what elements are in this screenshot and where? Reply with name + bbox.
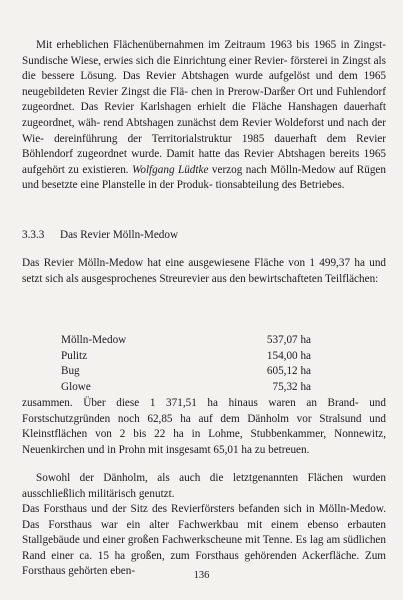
text-line: verzog nach <box>208 163 267 176</box>
text-line: försterei in Zingst als die bessere Lösung. Das Revier Abtshagen <box>22 54 386 83</box>
text-line: Nonnewitz, Neuenkirchen und in Prohn mit insgesamt 65,01 ha zu <box>22 428 386 456</box>
text-line: Zingst-Sundische Wiese, erwies sich die Einrichtung einer Revier- <box>22 39 387 67</box>
paragraph-additional-areas <box>22 396 386 458</box>
text-line: Sowohl der Dänholm, als auch die letztgenannten Flächen wurden <box>36 472 386 484</box>
person-name: Wolfgang Lüdtke <box>132 163 209 176</box>
table-row <box>61 333 311 349</box>
area-table <box>61 333 311 395</box>
text-line: chen in Prerow-Darßer Ort und Fuhlendorf zugeordnet. Das Revier <box>22 85 386 114</box>
table-row <box>61 349 311 365</box>
text-line: ebenso erbauten Stallgebäude und einer großen Fachwerkscheune <box>22 518 386 547</box>
text-line: Karlshagen erhielt die Fläche Hanshagen dauerhaft zugeordnet, wäh- <box>22 101 387 129</box>
text-line: und Kleinstflächen von 2 bis 22 ha in Lohme, Stubbenkammer, <box>22 412 386 441</box>
text-line: Böhlendorf zugeordnet wurde. Damit hatte das Revier Abtshagen <box>22 148 326 161</box>
paragraph-revier-area <box>22 256 386 287</box>
text-line: Mit erheblichen Flächenübernahmen im Zeitraum 1963 bis 1965 in <box>36 39 350 51</box>
text-line: wurde aufgelöst und dem 1965 neugebildeten Revier Zingst die Flä- <box>22 70 387 98</box>
text-line: Forstschutzgründen noch 62,85 ha auf dem Dänholm vor Stralsund <box>22 412 362 425</box>
section-number: 3.3.3 <box>22 229 45 241</box>
text-line: tionsabteilung des Betriebes. <box>215 179 345 192</box>
area-value: 537,07 ha <box>266 334 311 346</box>
text-line: Mölln-Medow auf Rügen und besetzte eine Planstelle in der Produk- <box>22 163 386 192</box>
text-line: bereits 1965 aufgehört zu existieren. <box>22 148 387 176</box>
area-value: 75,32 ha <box>272 380 311 393</box>
text-line: rend Abtshagen zunächst dem Revier Woldeforst und nach der Wie- <box>22 116 387 145</box>
paragraph-forsthaus <box>22 502 386 580</box>
area-name: Bug <box>61 365 80 378</box>
text-line: Mölln-Medow. Das Forsthaus war ein alter Fachwerkbau mit einem <box>22 503 387 531</box>
text-line: dereinführung der Territorialstruktur 1985 dauerhaft dem Revier <box>54 132 387 145</box>
text-line: bewirtschafteten Teilflächen: <box>248 272 379 285</box>
text-line: ausschließlich militärisch genutzt. <box>22 487 175 500</box>
text-line: betreuen. <box>268 443 310 456</box>
area-value: 154,00 ha <box>266 349 311 362</box>
text-line: Forsthaus gehörenden Ackerfläche. Zum Forsthaus gehörten eben- <box>22 549 386 578</box>
text-line: mit Tenne. Es lag am südlichen Rand einer ca. 15 ha großen, zum <box>22 534 386 562</box>
section-title: Das Revier Mölln-Medow <box>60 229 179 241</box>
section-heading <box>22 228 386 244</box>
text-line: Das Revier Mölln-Medow hat eine ausgewiesene Fläche von <box>22 257 306 269</box>
paragraph-military-use <box>22 471 386 502</box>
area-value: 605,12 ha <box>266 365 311 378</box>
area-name: Glowe <box>61 380 91 393</box>
page-number: 136 <box>193 570 210 581</box>
paragraph-revier-history <box>22 38 386 194</box>
area-name: Mölln-Medow <box>61 334 127 346</box>
text-line: zusammen. Über diese 1 371,51 ha hinaus waren an Brand- und <box>22 397 386 409</box>
text-line: 1 499,37 ha und setzt sich als ausgesprochenes Streurevier aus den <box>22 257 387 285</box>
table-row <box>61 364 311 380</box>
text-line: Das Forsthaus und der Sitz des Revierförsters befanden sich in <box>22 503 315 515</box>
area-name: Pulitz <box>61 349 88 362</box>
table-row <box>61 380 311 396</box>
